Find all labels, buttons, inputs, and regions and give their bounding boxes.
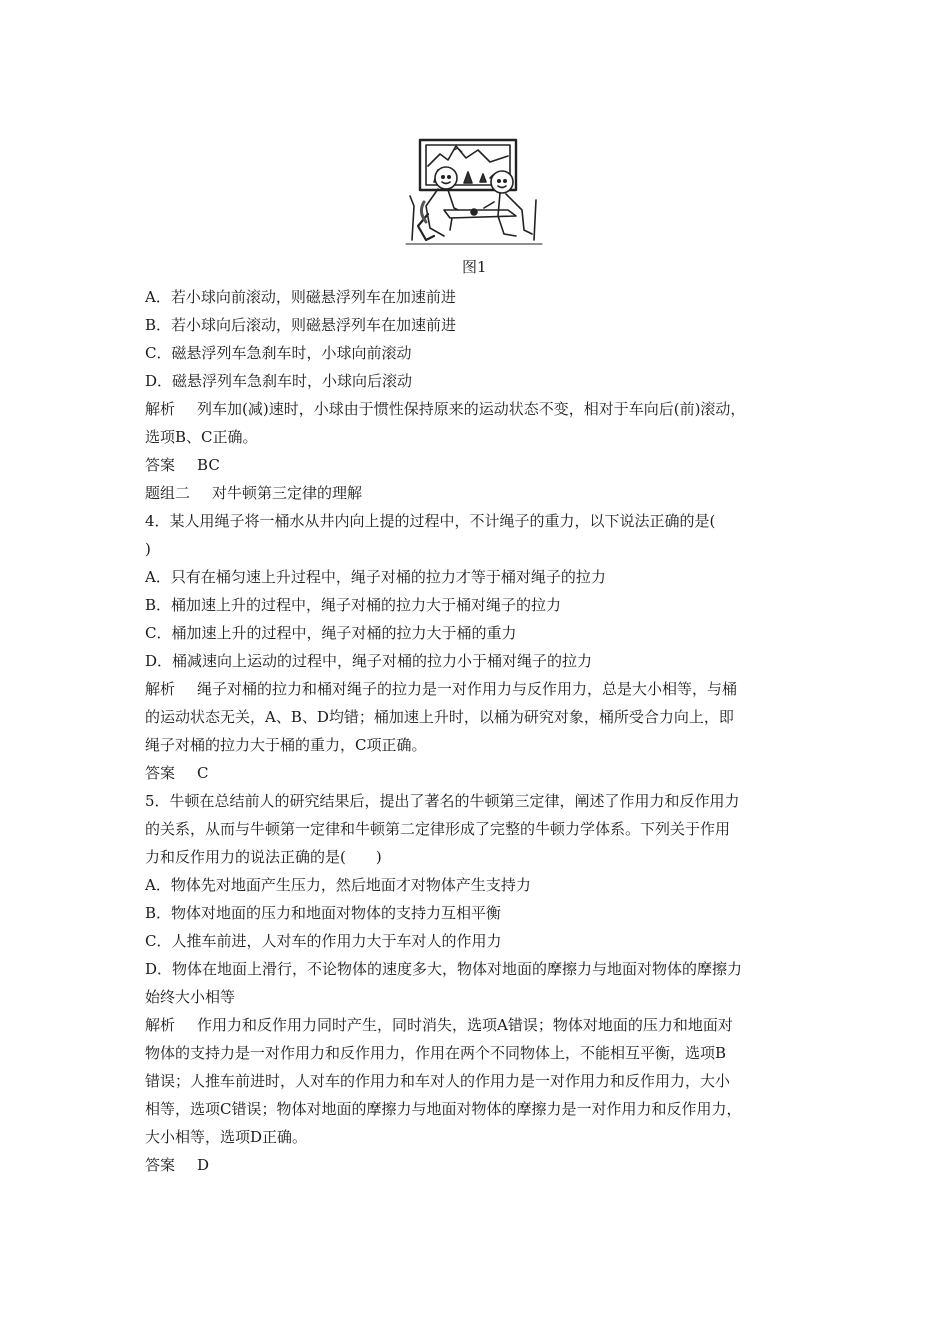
analysis-label: 解析 <box>145 400 176 418</box>
figure-train-sketch <box>404 136 544 248</box>
section-heading <box>145 479 815 507</box>
analysis-label: 解析 <box>145 1016 176 1034</box>
answer-label: 答案 <box>145 456 176 474</box>
analysis-line <box>145 395 815 423</box>
analysis-text: 绳子对桶的拉力和桶对绳子的拉力是一对作用力与反作用力，总是大小相等，与桶 <box>197 680 738 698</box>
answer-value: D <box>197 1156 210 1174</box>
analysis-line: 绳子对桶的拉力大于桶的重力，C项正确。 <box>145 736 427 754</box>
option-b: B．物体对地面的压力和地面对物体的支持力互相平衡 <box>145 904 502 922</box>
option-a: A．若小球向前滚动，则磁悬浮列车在加速前进 <box>145 288 456 306</box>
analysis-line: 相等，选项C错误；物体对地面的摩擦力与地面对物体的摩擦力是一对作用力和反作用力， <box>145 1100 742 1118</box>
analysis-line: 错误；人推车前进时，人对车的作用力和车对人的作用力是一对作用力和反作用力，大小 <box>145 1072 731 1090</box>
analysis-line <box>145 675 815 703</box>
option-a: A．只有在桶匀速上升过程中，绳子对桶的拉力才等于桶对绳子的拉力 <box>145 568 606 586</box>
option-b: B．若小球向后滚动，则磁悬浮列车在加速前进 <box>145 316 457 334</box>
question-stem: 5．牛顿在总结前人的研究结果后，提出了著名的牛顿第三定律，阐述了作用力和反作用力 <box>145 792 740 810</box>
question-stem: 力和反作用力的说法正确的是( ) <box>145 848 382 866</box>
option-a: A．物体先对地面产生压力，然后地面才对物体产生支持力 <box>145 876 531 894</box>
option-c: C．磁悬浮列车急刹车时，小球向前滚动 <box>145 344 412 362</box>
analysis-line: 大小相等，选项D正确。 <box>145 1128 308 1146</box>
answer-label: 答案 <box>145 1156 176 1174</box>
analysis-line: 的运动状态无关，A、B、D均错；桶加速上升时，以桶为研究对象，桶所受合力向上，即 <box>145 708 734 726</box>
analysis-line: 物体的支持力是一对作用力和反作用力，作用在两个不同物体上，不能相互平衡，选项B <box>145 1044 727 1062</box>
option-b: B．桶加速上升的过程中，绳子对桶的拉力大于桶对绳子的拉力 <box>145 596 562 614</box>
group-label: 题组二 <box>145 484 191 502</box>
option-d-continued: 始终大小相等 <box>145 988 236 1006</box>
answer-line <box>145 759 815 787</box>
analysis-text: 作用力和反作用力同时产生，同时消失，选项A错误；物体对地面的压力和地面对 <box>197 1016 733 1034</box>
answer-value: C <box>197 764 209 782</box>
analysis-line: 选项B、C正确。 <box>145 428 258 446</box>
answer-line <box>145 451 815 479</box>
question-stem: 的关系，从而与牛顿第一定律和牛顿第二定律形成了完整的牛顿力学体系。下列关于作用 <box>145 820 731 838</box>
option-d: D．磁悬浮列车急刹车时，小球向后滚动 <box>145 372 413 390</box>
option-c: C．桶加速上升的过程中，绳子对桶的拉力大于桶的重力 <box>145 624 517 642</box>
analysis-line <box>145 1011 815 1039</box>
analysis-text: 列车加(减)速时，小球由于惯性保持原来的运动状态不变，相对于车向后(前)滚动， <box>197 400 746 418</box>
answer-line <box>145 1151 815 1179</box>
figure-caption: 图1 <box>462 258 487 276</box>
answer-label: 答案 <box>145 764 176 782</box>
question-stem: 4．某人用绳子将一桶水从井内向上提的过程中，不计绳子的重力，以下说法正确的是( <box>145 512 716 530</box>
option-d: D．桶减速向上运动的过程中，绳子对桶的拉力小于桶对绳子的拉力 <box>145 652 593 670</box>
group-title: 对牛顿第三定律的理解 <box>212 484 363 502</box>
option-d: D．物体在地面上滑行，不论物体的速度多大，物体对地面的摩擦力与地面对物体的摩擦力 <box>145 960 743 978</box>
document-body <box>145 283 815 1179</box>
analysis-label: 解析 <box>145 680 176 698</box>
question-stem: ) <box>145 540 151 558</box>
answer-value: BC <box>197 456 220 474</box>
option-c: C．人推车前进，人对车的作用力大于车对人的作用力 <box>145 932 502 950</box>
